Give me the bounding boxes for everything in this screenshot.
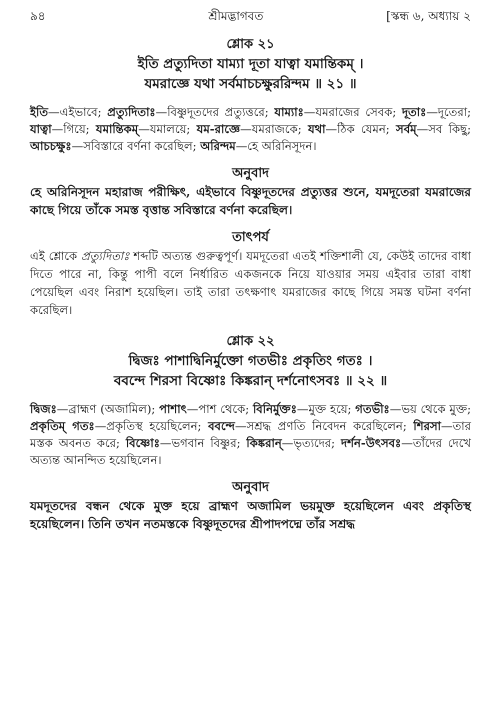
synonym-term: দূতাঃ — [401, 105, 427, 119]
verse-21-translation-heading: অনুবাদ — [232, 166, 269, 181]
synonym-term: সর্বম্ — [396, 122, 417, 136]
synonym-term: শিরসা — [413, 419, 441, 433]
synonym-meaning: —যমরাজকে; — [240, 122, 308, 136]
synonym-meaning: —ঠিক যেমন; — [325, 122, 397, 136]
verse-21-line-2: যমরাজ্ঞে যথা সর্বমাচচক্ষুররিন্দম ॥ ২১ ॥ — [144, 76, 357, 92]
verse-22-synonyms — [30, 401, 471, 469]
page-header — [30, 8, 471, 30]
page-number: ৯৪ — [30, 9, 46, 23]
synonym-term: ইতি — [30, 105, 49, 119]
synonym-meaning: —সব কিছু; — [416, 122, 471, 136]
synonym-term: দ্বিজঃ — [30, 402, 57, 416]
book-title: শ্রীমদ্ভাগবত — [208, 9, 264, 23]
synonym-meaning: —প্রকৃতিস্থ হয়েছিলেন; — [94, 419, 209, 433]
purport-text: শব্দটি অত্যন্ত গুরুত্বপূর্ণ। যমদূতেরা এতই শক্তিশালী যে, কেউই তাদের বাধা দিতে পারে না, কিন্তু পাপী বলে নির্ধারিত একজনকে নিয়ে যাওয়ার সময় এইবার তারা বাধা পেয়েছিল এবং নিরাশ হয়েছিল। তাই তারা তৎক্ষণাৎ যমরাজের কাছে গিয়ে সমস্ত ঘটনা বর্ণনা করেছিল। — [30, 249, 472, 317]
synonym-meaning: —তাঁদের দেখে অত্যন্ত আনন্দিত হয়েছিলেন। — [30, 436, 472, 467]
synonym-meaning: —হে অরিনিসূদন। — [235, 139, 317, 153]
verse-22-heading: শ্লোক ২২ — [226, 334, 275, 349]
synonym-term: প্রকৃতিম্ গতঃ — [30, 419, 95, 433]
synonym-term: বিনির্মুক্তঃ — [252, 402, 297, 416]
synonym-meaning: —দূতেরা; — [426, 105, 472, 119]
verse-21-heading: শ্লোক ২১ — [226, 37, 275, 52]
verse-22-line-2: ববন্দে শিরসা বিষ্ণোঃ কিঙ্করান্ দর্শনোৎসবঃ ॥ ২২ ॥ — [113, 373, 388, 389]
synonym-term: প্রত্যুদিতাঃ — [107, 105, 156, 119]
synonym-meaning: —তার মস্তক অবনত করে; — [30, 419, 472, 450]
synonym-meaning: —ভয় থেকে মুক্ত; — [389, 402, 471, 416]
synonym-term: বিষ্ণোঃ — [125, 436, 160, 450]
synonym-term: আচচক্ষুঃ — [30, 139, 72, 153]
section-reference: [স্কন্ধ ৬, অধ্যায় ২ — [386, 9, 471, 23]
synonym-meaning: —পাশ থেকে; — [186, 402, 253, 416]
verse-21-synonyms — [30, 104, 471, 155]
synonym-meaning: —মুক্ত হয়ে; — [296, 402, 356, 416]
synonym-term: যমান্তিকম্ — [95, 122, 139, 136]
synonym-term: ববন্দে — [208, 419, 235, 433]
synonym-meaning: —যমরাজের সেবক; — [303, 105, 402, 119]
synonym-meaning: —বিষ্ণুদূতদের প্রত্যুত্তরে; — [155, 105, 275, 119]
synonym-term: যাত্বা — [30, 122, 52, 136]
synonym-meaning: —এইভাবে; — [48, 105, 108, 119]
verse-21-line-1: ইতি প্রত্যুদিতা যাম্যা দূতা যাত্বা যমান্তিকম্ । — [137, 56, 364, 72]
synonym-term: যম-রাজ্ঞে — [196, 122, 241, 136]
synonym-meaning: —সবিস্তারে বর্ণনা করেছিল; — [71, 139, 201, 153]
synonym-meaning: —ভৃত্যদের; — [281, 436, 342, 450]
synonym-meaning: —ভগবান বিষ্ণুর; — [159, 436, 247, 450]
synonym-term: কিঙ্করান্ — [246, 436, 282, 450]
synonym-term: গতভীঃ — [355, 402, 390, 416]
synonym-meaning: —সশ্রদ্ধ প্রণতি নিবেদন করেছিলেন; — [234, 419, 414, 433]
verse-22-translation: যমদূতদের বন্ধন থেকে মুক্ত হয়ে ব্রাহ্মণ অজামিল ভয়মুক্ত হয়েছিলেন এবং প্রকৃতিস্থ হয়েছিলেন। তিনি তখন নতমস্তকে বিষ্ণুদূতদের শ্রীপাদপদ্মে তাঁর সশ্রদ্ধ — [30, 499, 471, 531]
verse-22-line-1: দ্বিজঃ পাশাদ্বিনির্মুক্তো গতভীঃ প্রকৃতিং গতঃ । — [128, 353, 373, 369]
purport-italic-term: প্রত্যুদিতাঃ — [81, 249, 130, 263]
synonym-term: অরিন্দম — [200, 139, 236, 153]
verse-21-translation: হে অরিনিসূদন মহারাজ পরীক্ষিৎ, এইভাবে বিষ্ণুদূতদের প্রত্যুত্তর শুনে, যমদূতেরা যমরাজের কাছে গিয়ে তাঁকে সমস্ত বৃত্তান্ত সবিস্তারে বর্ণনা করেছিল। — [30, 185, 471, 217]
synonym-term: দর্শন-উৎসবঃ — [341, 436, 402, 450]
synonym-meaning: —যমালয়ে; — [138, 122, 197, 136]
purport-text: এই শ্লোকে — [30, 249, 82, 263]
verse-21-purport — [30, 247, 471, 319]
verse-21-purport-heading: তাৎপর্য — [232, 230, 269, 245]
verse-22-translation-heading: অনুবাদ — [232, 480, 269, 495]
synonym-meaning: —ব্রাহ্মণ (অজামিল); — [56, 402, 160, 416]
synonym-meaning: —গিয়ে; — [51, 122, 96, 136]
synonym-term: যাম্যাঃ — [274, 105, 304, 119]
synonym-term: পাশাৎ — [159, 402, 187, 416]
synonym-term: যথা — [307, 122, 326, 136]
